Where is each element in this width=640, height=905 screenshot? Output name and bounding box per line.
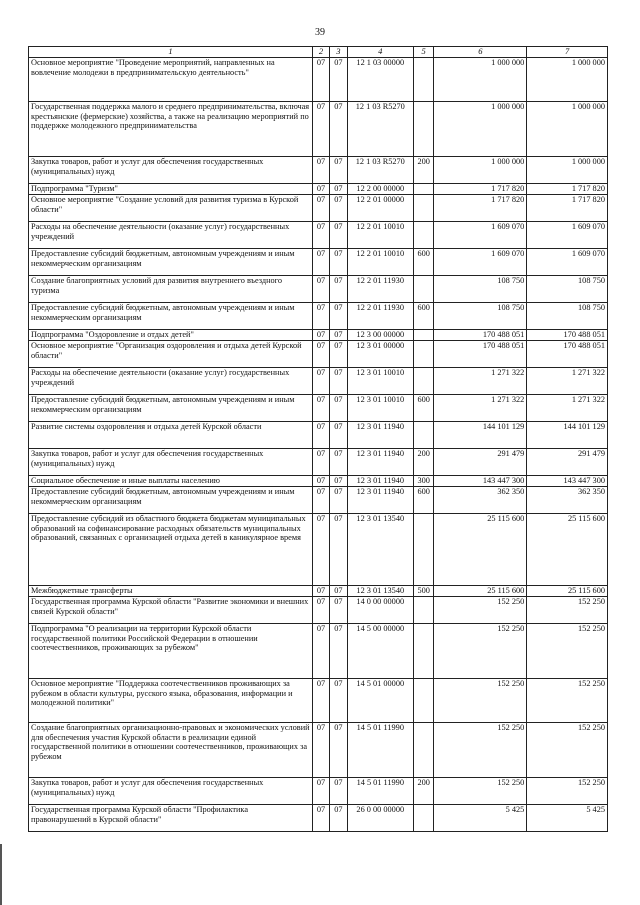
target-article-code: 12 3 01 11940 [347,422,413,449]
table-row [29,679,608,723]
section-code: 07 [312,157,329,184]
section-code: 07 [312,679,329,723]
amount-col7: 1 000 000 [527,157,608,184]
subsection-code: 07 [330,341,347,368]
subsection-code: 07 [330,157,347,184]
section-code: 07 [312,195,329,222]
target-article-code: 14 5 01 11990 [347,778,413,805]
table-row [29,805,608,832]
subsection-code: 07 [330,723,347,778]
target-article-code: 12 2 01 11930 [347,303,413,330]
section-code: 07 [312,586,329,597]
amount-col6: 291 479 [434,449,527,476]
section-code: 07 [312,395,329,422]
expense-type-code [413,222,433,249]
amount-col7: 1 609 070 [527,249,608,276]
section-code: 07 [312,624,329,679]
subsection-code: 07 [330,184,347,195]
amount-col6: 144 101 129 [434,422,527,449]
subsection-code: 07 [330,449,347,476]
table-row [29,157,608,184]
table-row [29,249,608,276]
amount-col7: 1 717 820 [527,184,608,195]
section-code: 07 [312,487,329,514]
col-header: 1 [29,47,313,58]
table-row [29,184,608,195]
row-name: Предоставление субсидий бюджетным, автономным учреждениям и иным некоммерческим организациям [29,303,313,330]
amount-col6: 25 115 600 [434,514,527,586]
amount-col6: 108 750 [434,276,527,303]
target-article-code: 12 3 00 00000 [347,330,413,341]
amount-col7: 1 271 322 [527,395,608,422]
section-code: 07 [312,222,329,249]
amount-col6: 1 271 322 [434,368,527,395]
section-code: 07 [312,276,329,303]
table-row [29,222,608,249]
row-name: Основное мероприятие "Организация оздоровления и отдыха детей Курской области" [29,341,313,368]
row-name: Подпрограмма "Туризм" [29,184,313,195]
amount-col6: 152 250 [434,597,527,624]
expense-type-code: 300 [413,476,433,487]
target-article-code: 12 3 01 00000 [347,341,413,368]
table-row [29,514,608,586]
expense-type-code [413,58,433,102]
row-name: Расходы на обеспечение деятельности (оказание услуг) государственных учреждений [29,222,313,249]
amount-col7: 1 609 070 [527,222,608,249]
table-row [29,341,608,368]
amount-col6: 1 000 000 [434,58,527,102]
table-row [29,276,608,303]
subsection-code: 07 [330,476,347,487]
row-name: Закупка товаров, работ и услуг для обеспечения государственных (муниципальных) нужд [29,157,313,184]
target-article-code: 12 1 03 00000 [347,58,413,102]
col-header: 4 [347,47,413,58]
scan-edge-line [0,844,2,905]
table-row [29,102,608,157]
amount-col7: 170 488 051 [527,341,608,368]
target-article-code: 12 2 01 10010 [347,222,413,249]
row-name: Создание благоприятных организационно-правовых и экономических условий для обеспечения участия Курской области в реализации единой государственной политики в отношении соотечественников, проживающих за рубежом [29,723,313,778]
budget-table [28,46,608,832]
target-article-code: 12 3 01 11940 [347,487,413,514]
subsection-code: 07 [330,102,347,157]
row-name: Предоставление субсидий из областного бюджета бюджетам муниципальных образований на софинансирование расходных обязательств муниципальных образований, связанных с организацией отдыха детей в каникулярное время [29,514,313,586]
row-name: Закупка товаров, работ и услуг для обеспечения государственных (муниципальных) нужд [29,778,313,805]
amount-col6: 1 717 820 [434,184,527,195]
col-header: 2 [312,47,329,58]
row-name: Предоставление субсидий бюджетным, автономным учреждениям и иным некоммерческим организациям [29,249,313,276]
section-code: 07 [312,368,329,395]
table-row [29,597,608,624]
table-row [29,330,608,341]
amount-col7: 152 250 [527,597,608,624]
section-code: 07 [312,723,329,778]
amount-col7: 152 250 [527,679,608,723]
row-name: Социальное обеспечение и иные выплаты населению [29,476,313,487]
subsection-code: 07 [330,624,347,679]
row-name: Основное мероприятие "Создание условий для развития туризма в Курской области" [29,195,313,222]
expense-type-code [413,102,433,157]
target-article-code: 14 5 01 00000 [347,679,413,723]
expense-type-code [413,597,433,624]
subsection-code: 07 [330,249,347,276]
expense-type-code: 600 [413,303,433,330]
expense-type-code: 600 [413,395,433,422]
target-article-code: 14 0 00 00000 [347,597,413,624]
expense-type-code [413,805,433,832]
table-row [29,195,608,222]
target-article-code: 12 2 01 10010 [347,249,413,276]
table-row [29,778,608,805]
expense-type-code [413,723,433,778]
section-code: 07 [312,303,329,330]
expense-type-code [413,341,433,368]
amount-col7: 108 750 [527,276,608,303]
expense-type-code: 600 [413,487,433,514]
row-name: Государственная программа Курской области "Развитие экономики и внешних связей Курской области" [29,597,313,624]
section-code: 07 [312,330,329,341]
section-code: 07 [312,476,329,487]
target-article-code: 12 2 01 11930 [347,276,413,303]
section-code: 07 [312,422,329,449]
amount-col6: 362 350 [434,487,527,514]
section-code: 07 [312,249,329,276]
amount-col6: 152 250 [434,624,527,679]
section-code: 07 [312,778,329,805]
expense-type-code [413,679,433,723]
amount-col7: 5 425 [527,805,608,832]
subsection-code: 07 [330,422,347,449]
section-code: 07 [312,184,329,195]
subsection-code: 07 [330,368,347,395]
section-code: 07 [312,102,329,157]
section-code: 07 [312,597,329,624]
subsection-code: 07 [330,222,347,249]
amount-col7: 143 447 300 [527,476,608,487]
target-article-code: 12 2 01 00000 [347,195,413,222]
target-article-code: 12 3 01 13540 [347,586,413,597]
table-row [29,303,608,330]
table-row [29,395,608,422]
expense-type-code [413,184,433,195]
subsection-code: 07 [330,195,347,222]
expense-type-code [413,624,433,679]
table-row [29,58,608,102]
table-row [29,476,608,487]
expense-type-code [413,368,433,395]
row-name: Подпрограмма "О реализации на территории Курской области государственной политики Российской Федерации в отношении соотечественников, проживающих за рубежом" [29,624,313,679]
target-article-code: 12 3 01 11940 [347,476,413,487]
page-number: 39 [315,27,325,38]
section-code: 07 [312,805,329,832]
amount-col7: 25 115 600 [527,586,608,597]
amount-col6: 1 271 322 [434,395,527,422]
col-header: 6 [434,47,527,58]
target-article-code: 12 3 01 11940 [347,449,413,476]
amount-col7: 1 271 322 [527,368,608,395]
subsection-code: 07 [330,276,347,303]
table-row [29,368,608,395]
table-row [29,624,608,679]
amount-col7: 1 000 000 [527,58,608,102]
row-name: Подпрограмма "Оздоровление и отдых детей" [29,330,313,341]
row-name: Развитие системы оздоровления и отдыха детей Курской области [29,422,313,449]
col-header: 5 [413,47,433,58]
subsection-code: 07 [330,514,347,586]
amount-col7: 170 488 051 [527,330,608,341]
expense-type-code [413,330,433,341]
row-name: Предоставление субсидий бюджетным, автономным учреждениям и иным некоммерческим организациям [29,395,313,422]
row-name: Основное мероприятие "Проведение мероприятий, направленных на вовлечение молодежи в предпринимательскую деятельность" [29,58,313,102]
section-code: 07 [312,514,329,586]
amount-col6: 1 000 000 [434,157,527,184]
target-article-code: 12 1 03 R5270 [347,157,413,184]
amount-col7: 362 350 [527,487,608,514]
section-code: 07 [312,58,329,102]
col-header: 7 [527,47,608,58]
amount-col7: 1 000 000 [527,102,608,157]
table-row [29,586,608,597]
amount-col7: 1 717 820 [527,195,608,222]
table-row [29,723,608,778]
amount-col6: 170 488 051 [434,341,527,368]
row-name: Основное мероприятие "Поддержка соотечественников проживающих за рубежом в области культуры, русского языка, образования, информации и молодежной политики" [29,679,313,723]
amount-col7: 25 115 600 [527,514,608,586]
row-name: Закупка товаров, работ и услуг для обеспечения государственных (муниципальных) нужд [29,449,313,476]
subsection-code: 07 [330,330,347,341]
amount-col7: 144 101 129 [527,422,608,449]
subsection-code: 07 [330,805,347,832]
table-row [29,422,608,449]
amount-col6: 25 115 600 [434,586,527,597]
amount-col7: 108 750 [527,303,608,330]
row-name: Предоставление субсидий бюджетным, автономным учреждениям и иным некоммерческим организациям [29,487,313,514]
amount-col6: 143 447 300 [434,476,527,487]
amount-col6: 108 750 [434,303,527,330]
amount-col6: 152 250 [434,723,527,778]
amount-col6: 1 000 000 [434,102,527,157]
row-name: Расходы на обеспечение деятельности (оказание услуг) государственных учреждений [29,368,313,395]
subsection-code: 07 [330,58,347,102]
subsection-code: 07 [330,778,347,805]
row-name: Государственная программа Курской области "Профилактика правонарушений в Курской области" [29,805,313,832]
target-article-code: 12 2 00 00000 [347,184,413,195]
col-header: 3 [330,47,347,58]
row-name: Государственная поддержка малого и среднего предпринимательства, включая крестьянские (фермерские) хозяйства, а также на реализацию мероприятий по поддержке молодежного предпринимательства [29,102,313,157]
target-article-code: 14 5 01 11990 [347,723,413,778]
subsection-code: 07 [330,679,347,723]
target-article-code: 12 3 01 10010 [347,395,413,422]
amount-col7: 291 479 [527,449,608,476]
expense-type-code: 500 [413,586,433,597]
subsection-code: 07 [330,487,347,514]
row-name: Создание благоприятных условий для развития внутреннего въездного туризма [29,276,313,303]
target-article-code: 12 3 01 13540 [347,514,413,586]
subsection-code: 07 [330,395,347,422]
amount-col6: 152 250 [434,679,527,723]
expense-type-code [413,514,433,586]
column-number-row [29,47,608,58]
expense-type-code: 200 [413,778,433,805]
amount-col6: 1 609 070 [434,249,527,276]
target-article-code: 12 1 03 R5270 [347,102,413,157]
expense-type-code: 600 [413,249,433,276]
subsection-code: 07 [330,586,347,597]
subsection-code: 07 [330,597,347,624]
amount-col6: 152 250 [434,778,527,805]
amount-col6: 1 717 820 [434,195,527,222]
row-name: Межбюджетные трансферты [29,586,313,597]
amount-col7: 152 250 [527,624,608,679]
amount-col6: 5 425 [434,805,527,832]
expense-type-code [413,276,433,303]
amount-col7: 152 250 [527,723,608,778]
subsection-code: 07 [330,303,347,330]
expense-type-code: 200 [413,157,433,184]
section-code: 07 [312,341,329,368]
target-article-code: 14 5 00 00000 [347,624,413,679]
expense-type-code [413,422,433,449]
target-article-code: 12 3 01 10010 [347,368,413,395]
amount-col7: 152 250 [527,778,608,805]
table-row [29,449,608,476]
amount-col6: 170 488 051 [434,330,527,341]
target-article-code: 26 0 00 00000 [347,805,413,832]
section-code: 07 [312,449,329,476]
expense-type-code [413,195,433,222]
expense-type-code: 200 [413,449,433,476]
amount-col6: 1 609 070 [434,222,527,249]
table-row [29,487,608,514]
